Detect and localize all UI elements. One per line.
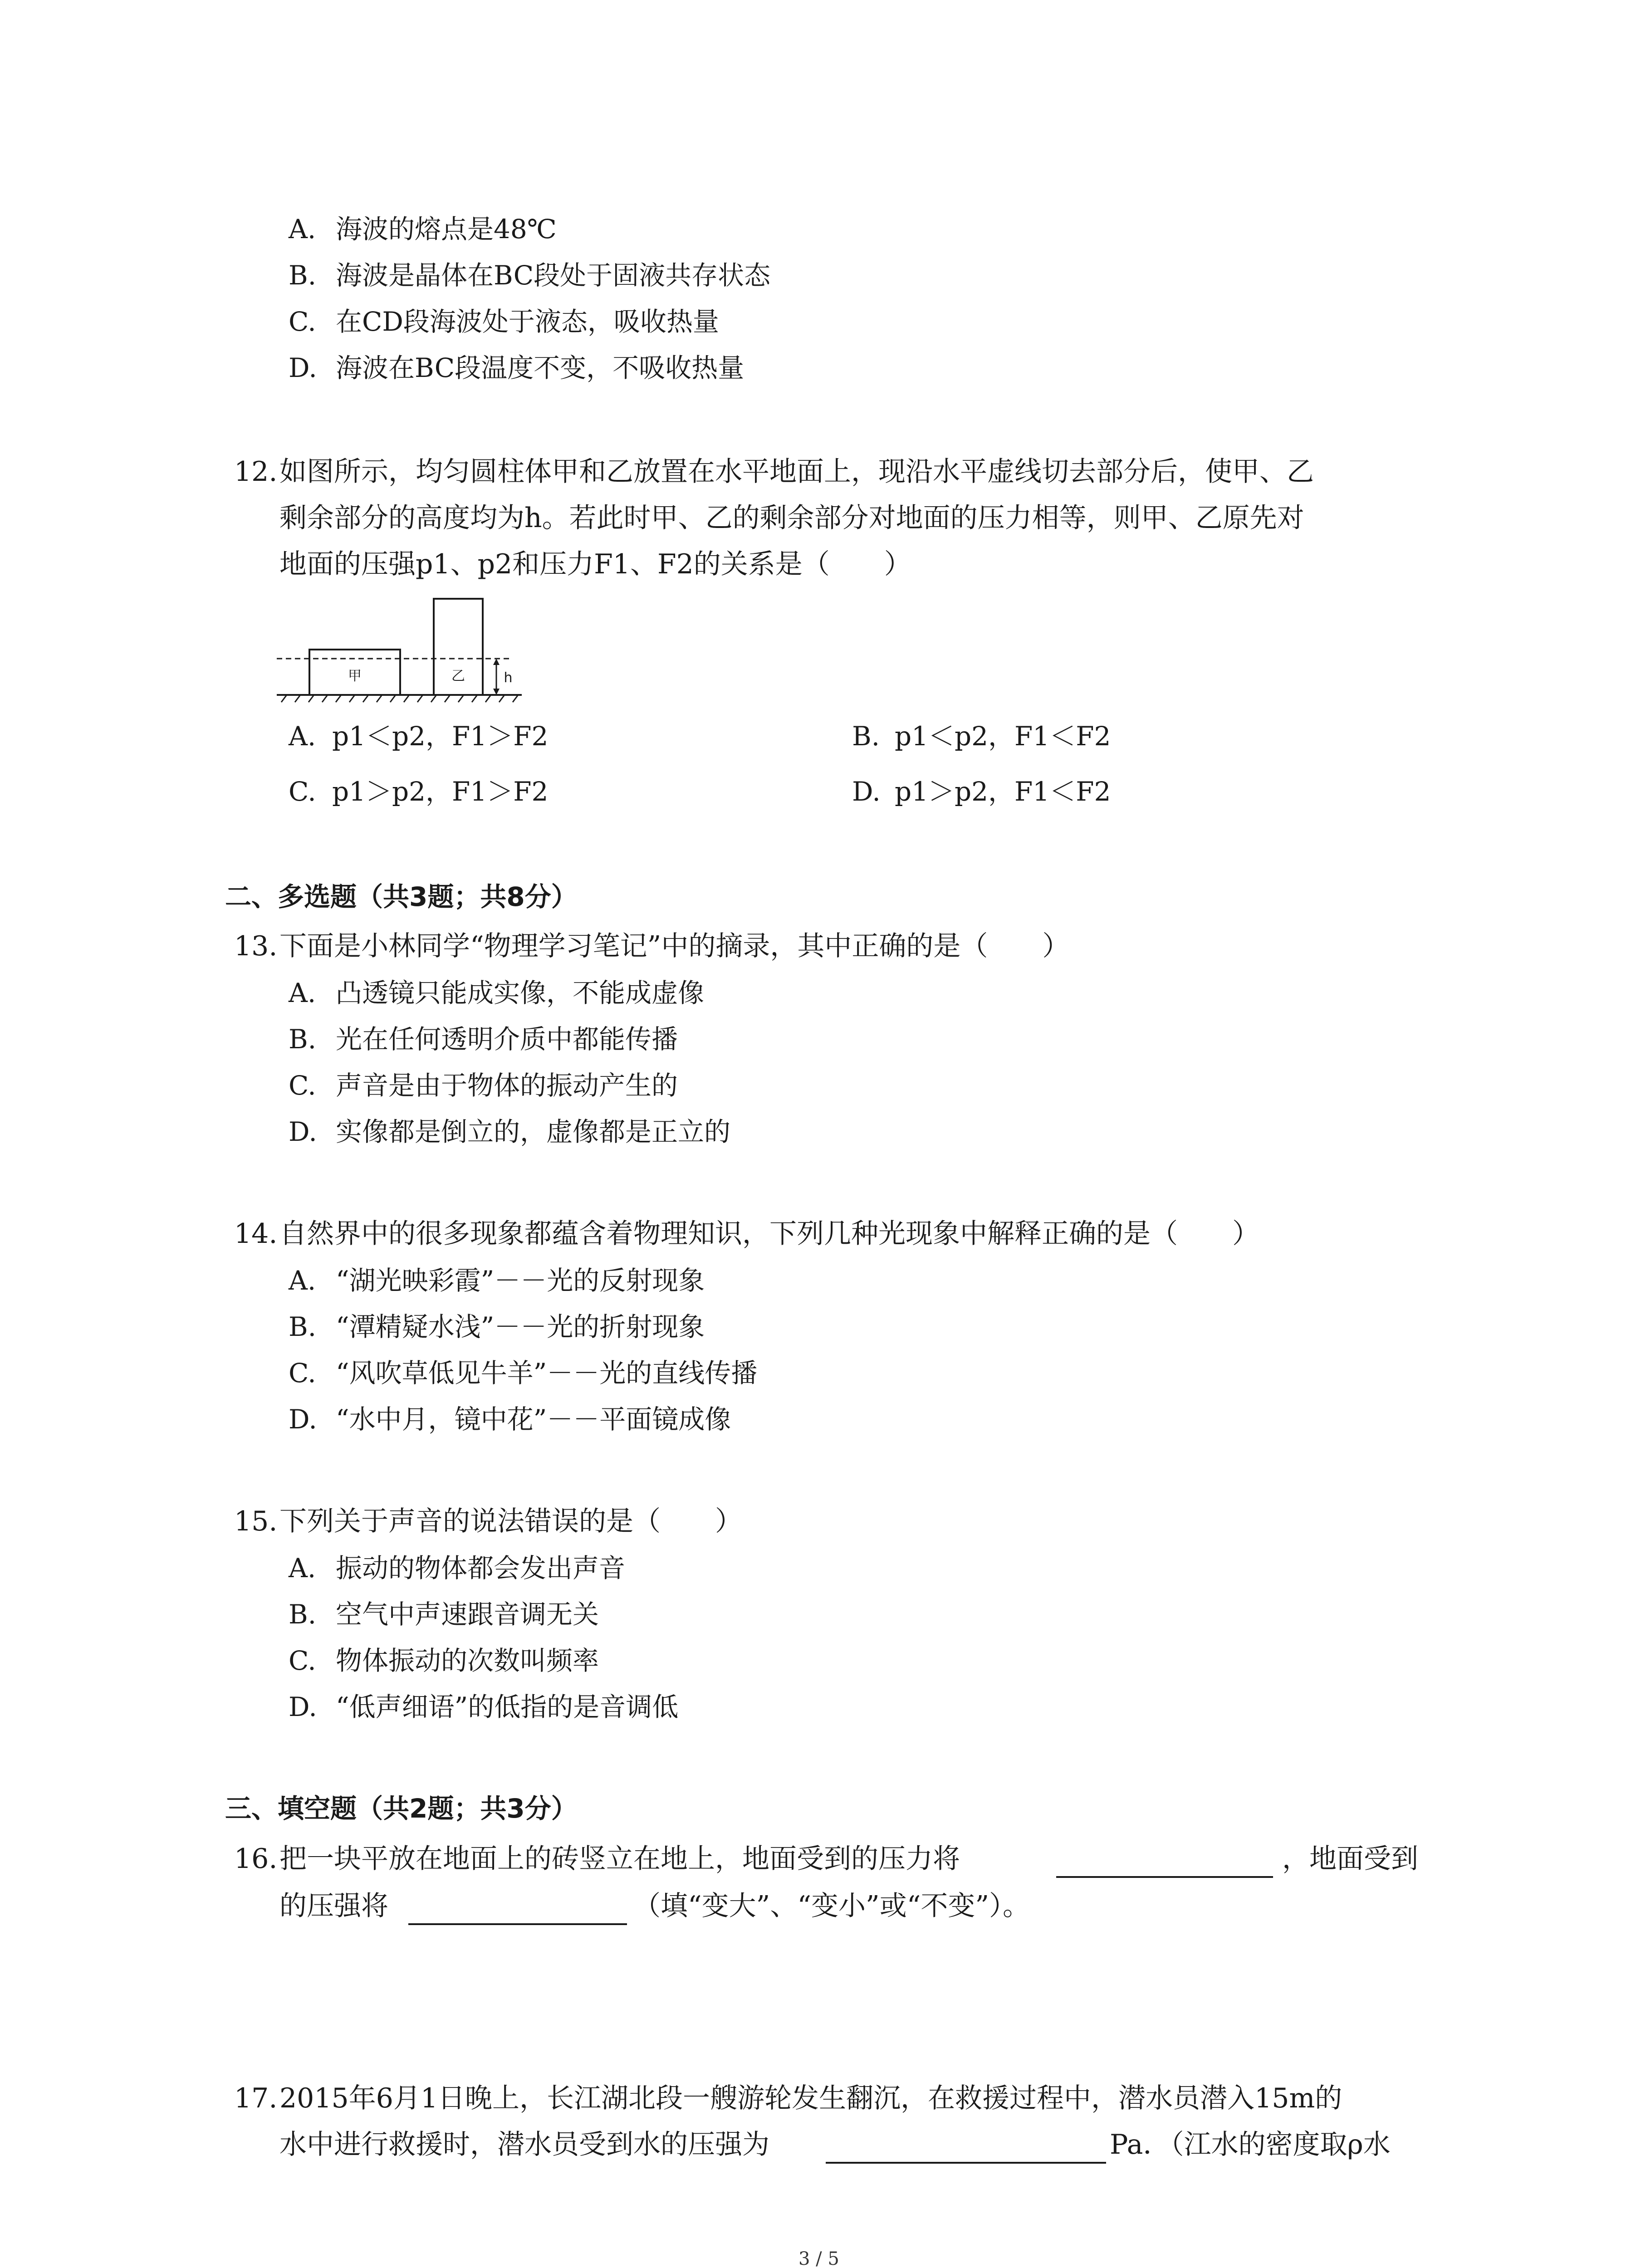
q11-option-b-text: 海波是晶体在BC段处于固液共存状态 <box>336 260 771 291</box>
q12-option-d-text: p1＞p2，F1＜F2 <box>895 776 1111 807</box>
q15-number: 15. <box>234 1505 278 1537</box>
label-h: h <box>504 670 513 686</box>
q17-line-2a: 水中进行救援时，潜水员受到水的压强为 <box>279 2129 769 2160</box>
label-jia: 甲 <box>348 668 362 684</box>
q12-number: 12. <box>234 456 278 488</box>
q11-option-d-letter: D. <box>289 352 317 383</box>
q16-answer-blank-1[interactable] <box>1056 1876 1273 1878</box>
q14-option-c-text: “风吹草低见牛羊”－－光的直线传播 <box>336 1358 758 1388</box>
q16-line-2b: （填“变大”、“变小”或“不变”）。 <box>633 1890 1030 1922</box>
q11-option-b-letter: B. <box>289 260 317 291</box>
q15-option-a-letter: A. <box>289 1553 316 1584</box>
q15-option-c-text: 物体振动的次数叫频率 <box>336 1645 599 1676</box>
label-yi: 乙 <box>451 668 465 684</box>
q12-option-c-letter: C. <box>289 776 316 807</box>
q15-option-a-text: 振动的物体都会发出声音 <box>336 1553 626 1584</box>
q11-option-c-text: 在CD段海波处于液态，吸收热量 <box>336 306 719 337</box>
q14-number: 14. <box>234 1218 278 1250</box>
q11-option-a-text: 海波的熔点是48℃ <box>336 214 557 244</box>
h-arrow-top <box>493 659 500 665</box>
q11-option-d-text: 海波在BC段温度不变，不吸收热量 <box>336 352 745 383</box>
q14-option-d-letter: D. <box>289 1404 317 1435</box>
q16-number: 16. <box>234 1843 278 1875</box>
q12-option-b-text: p1＜p2，F1＜F2 <box>895 721 1111 752</box>
q15-option-c-letter: C. <box>289 1645 316 1676</box>
q14-option-d-text: “水中月，镜中花”－－平面镜成像 <box>336 1404 731 1435</box>
q13-number: 13. <box>234 930 278 962</box>
q17-answer-blank[interactable] <box>826 2162 1106 2164</box>
q17-line-2b: Pa．（江水的密度取ρ水 <box>1110 2129 1391 2160</box>
q12-option-b-letter: B. <box>852 721 880 752</box>
q16-line-1b: ，地面受到 <box>1282 1843 1418 1875</box>
q12-option-c-text: p1＞p2，F1＞F2 <box>332 776 549 807</box>
ground-hatch <box>281 695 518 702</box>
q12-line-2: 剩余部分的高度均为h。若此时甲、乙的剩余部分对地面的压力相等，则甲、乙原先对 <box>279 502 1304 534</box>
q17-line-1: 2015年6月1日晚上，长江湖北段一艘游轮发生翻沉，在救援过程中，潜水员潜入15m的 <box>279 2082 1342 2114</box>
q16-line-2a: 的压强将 <box>279 1890 388 1922</box>
q14-option-a-letter: A. <box>289 1265 316 1296</box>
q17-number: 17. <box>234 2082 278 2114</box>
q12-figure <box>277 590 531 708</box>
page-number: 3 / 5 <box>798 2248 839 2268</box>
q15-option-d-text: “低声细语”的低指的是音调低 <box>336 1691 679 1722</box>
q12-option-a-letter: A. <box>289 721 316 752</box>
q14-option-b-letter: B. <box>289 1311 317 1342</box>
q15-stem: 下列关于声音的说法错误的是（ ） <box>279 1505 742 1537</box>
q15-option-b-text: 空气中声速跟音调无关 <box>336 1599 599 1630</box>
q13-option-c-letter: C. <box>289 1070 316 1101</box>
q13-option-a-letter: A. <box>289 978 316 1008</box>
q13-option-a-text: 凸透镜只能成实像，不能成虚像 <box>336 978 705 1008</box>
q13-option-d-letter: D. <box>289 1116 317 1147</box>
q16-answer-blank-2[interactable] <box>408 1923 627 1925</box>
q12-line-1: 如图所示，均匀圆柱体甲和乙放置在水平地面上，现沿水平虚线切去部分后，使甲、乙 <box>279 456 1314 488</box>
h-arrow-bottom <box>493 689 500 695</box>
q13-option-b-letter: B. <box>289 1024 317 1055</box>
q13-stem: 下面是小林同学“物理学习笔记”中的摘录，其中正确的是（ ） <box>279 930 1070 962</box>
q15-option-d-letter: D. <box>289 1691 317 1722</box>
q12-line-3: 地面的压强p1、p2和压力F1、F2的关系是（ ） <box>279 548 911 580</box>
section-2-title: 二、多选题（共3题；共8分） <box>225 881 578 912</box>
q15-option-b-letter: B. <box>289 1599 317 1630</box>
q11-option-c-letter: C. <box>289 306 316 337</box>
q14-option-c-letter: C. <box>289 1358 316 1388</box>
q14-option-a-text: “湖光映彩霞”－－光的反射现象 <box>336 1265 705 1296</box>
q13-option-d-text: 实像都是倒立的，虚像都是正立的 <box>336 1116 731 1147</box>
q16-line-1a: 把一块平放在地面上的砖竖立在地上，地面受到的压力将 <box>279 1843 960 1875</box>
q14-stem: 自然界中的很多现象都蕴含着物理知识，下列几种光现象中解释正确的是（ ） <box>279 1218 1259 1250</box>
q11-option-a-letter: A. <box>289 214 316 244</box>
q13-option-b-text: 光在任何透明介质中都能传播 <box>336 1024 678 1055</box>
q12-option-d-letter: D. <box>852 776 881 807</box>
section-3-title: 三、填空题（共2题；共3分） <box>225 1793 578 1824</box>
q12-option-a-text: p1＜p2，F1＞F2 <box>332 721 549 752</box>
q13-option-c-text: 声音是由于物体的振动产生的 <box>336 1070 678 1101</box>
q14-option-b-text: “潭精疑水浅”－－光的折射现象 <box>336 1311 705 1342</box>
